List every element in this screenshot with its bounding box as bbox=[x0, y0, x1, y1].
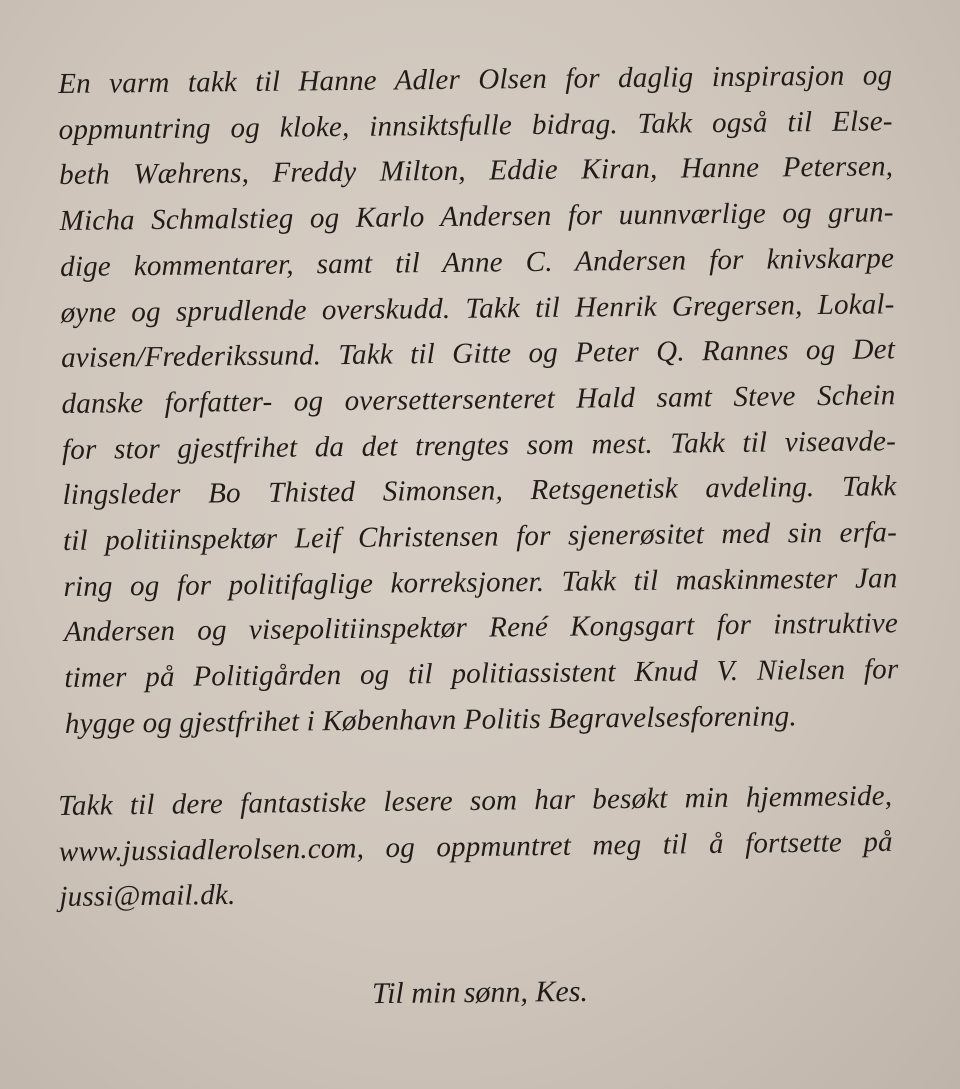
acknowledgements-line: dige kommentarer, samt til Anne C. Andersen for knivskarpe bbox=[59, 242, 895, 283]
acknowledgements-line: avisen/Frederikssund. Takk til Gitte og Peter Q. Rannes og Det bbox=[60, 333, 896, 375]
acknowledgements-line: Andersen og visepolitiinspektør René Kongsgart for instruktive bbox=[63, 607, 899, 649]
readers-line: Takk til dere fantastiske lesere som har besøkt min hjemmeside, bbox=[58, 779, 893, 822]
acknowledgements-line: oppmuntring og kloke, innsiktsfulle bidrag. Takk også til Else- bbox=[58, 104, 893, 146]
acknowledgements-line: ring og for politifaglige korreksjoner. Takk til maskinmester Jan bbox=[63, 561, 898, 603]
acknowledgements-line: lingsleder Bo Thisted Simonsen, Retsgenetisk avdeling. Takk bbox=[62, 470, 897, 512]
acknowledgements-line: øyne og sprudlende overskudd. Takk til Henrik Gregersen, Lokal- bbox=[60, 287, 895, 329]
readers-paragraph bbox=[58, 774, 894, 921]
acknowledgements-line: Micha Schmalstieg og Karlo Andersen for uunnværlige og grun- bbox=[59, 196, 894, 238]
readers-line: jussi@mail.dk. bbox=[59, 879, 236, 914]
acknowledgements-line: hygge og gjestfrihet i København Politis Begravelsesforening. bbox=[64, 700, 798, 740]
acknowledgements-line: En varm takk til Hanne Adler Olsen for daglig inspirasjon og bbox=[58, 59, 893, 100]
dedication: Til min sønn, Kes. bbox=[371, 974, 589, 1011]
acknowledgements-line: timer på Politigården og til politiassistent Knud V. Nielsen for bbox=[64, 653, 899, 695]
acknowledgements-line: danske forfatter- og oversettersenteret Hald samt Steve Schein bbox=[61, 379, 896, 420]
acknowledgements-line: for stor gjestfrihet da det trengtes som mest. Takk til viseavde- bbox=[61, 424, 897, 466]
acknowledgements-paragraph bbox=[58, 53, 899, 747]
acknowledgements-line: beth Wæhrens, Freddy Milton, Eddie Kiran, Hanne Petersen, bbox=[59, 150, 894, 192]
acknowledgements-line: til politiinspektør Leif Christensen for sjenerøsitet med sin erfa- bbox=[62, 516, 898, 558]
readers-line: www.jussiadlerolsen.com, og oppmuntret meg til å fortsette på bbox=[58, 825, 893, 868]
